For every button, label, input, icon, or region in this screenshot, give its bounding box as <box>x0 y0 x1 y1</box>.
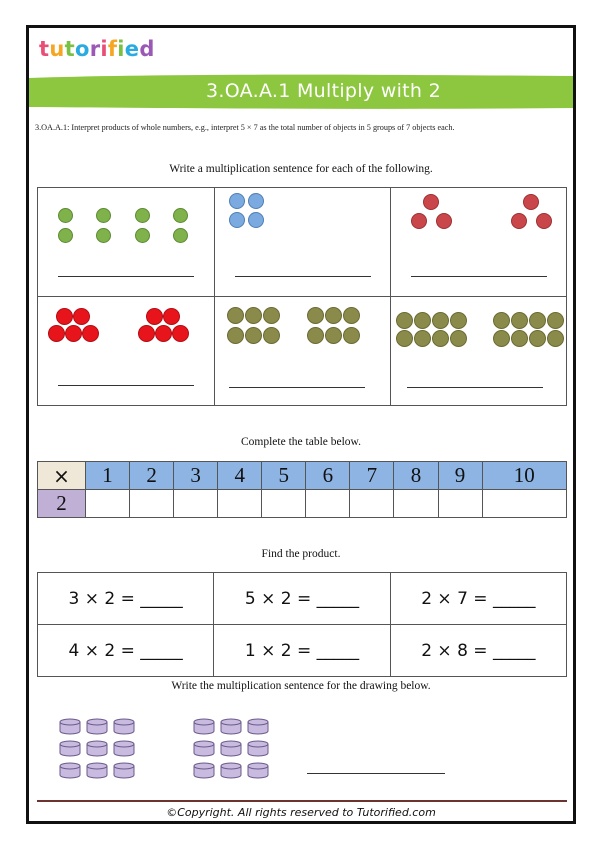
answer-cell[interactable] <box>306 490 350 518</box>
column-header: 2 <box>130 462 174 490</box>
drum-icon <box>113 740 135 757</box>
product-problem[interactable]: 2 × 8 = _____ <box>390 625 566 677</box>
counter-dot <box>138 325 155 342</box>
counter-dot <box>229 212 245 228</box>
counter-dot <box>82 325 99 342</box>
answer-line[interactable] <box>411 276 547 277</box>
standard-description: 3.OA.A.1: Interpret products of whole numbers, e.g., interpret 5 × 7 as the total number of objects in 5 groups of 7 objects each. <box>35 123 455 132</box>
counter-dot <box>396 312 413 329</box>
counter-dot <box>450 312 467 329</box>
answer-cell[interactable] <box>218 490 262 518</box>
drum-icon <box>220 762 242 779</box>
answer-cell[interactable] <box>482 490 566 518</box>
answer-line[interactable] <box>407 387 543 388</box>
logo-letter: i <box>100 37 108 61</box>
column-header: 8 <box>394 462 438 490</box>
drum-icon <box>113 762 135 779</box>
answer-line[interactable] <box>58 385 194 386</box>
counter-dot <box>547 330 564 347</box>
column-header: 10 <box>482 462 566 490</box>
counter-dot <box>493 330 510 347</box>
counter-dot <box>547 312 564 329</box>
counter-dot <box>48 325 65 342</box>
column-header: 5 <box>262 462 306 490</box>
drum-icon <box>220 718 242 735</box>
counter-dot <box>411 213 427 229</box>
counter-dot <box>307 307 324 324</box>
column-header: 4 <box>218 462 262 490</box>
counter-dot <box>511 312 528 329</box>
column-header: 6 <box>306 462 350 490</box>
drum-icon <box>247 762 269 779</box>
answer-cell[interactable] <box>130 490 174 518</box>
drum-icon <box>59 718 81 735</box>
drum-icon <box>193 740 215 757</box>
answer-line[interactable] <box>58 276 194 277</box>
drum-icon <box>86 762 108 779</box>
counter-dot <box>227 307 244 324</box>
section1-instruction: Write a multiplication sentence for each of the following. <box>169 163 433 175</box>
counter-dot <box>96 228 111 243</box>
counter-dot <box>58 228 73 243</box>
section3-instruction: Find the product. <box>261 548 341 560</box>
counter-dot <box>529 312 546 329</box>
counter-dot <box>343 327 360 344</box>
counter-dot <box>263 327 280 344</box>
logo-letter: t <box>64 37 75 61</box>
counter-dot <box>414 330 431 347</box>
column-header: 9 <box>438 462 482 490</box>
counter-dot <box>511 213 527 229</box>
logo-letter: o <box>74 37 90 61</box>
answer-cell[interactable] <box>438 490 482 518</box>
counter-dot <box>58 208 73 223</box>
product-problem[interactable]: 4 × 2 = _____ <box>38 625 214 677</box>
counter-dot <box>163 308 180 325</box>
drum-icon <box>86 740 108 757</box>
drum-icon <box>220 740 242 757</box>
counter-dot <box>135 228 150 243</box>
counter-dot <box>65 325 82 342</box>
counter-dot <box>229 193 245 209</box>
counter-dot <box>307 327 324 344</box>
counter-dot <box>325 327 342 344</box>
logo-letter: r <box>89 37 101 61</box>
counter-dot <box>96 208 111 223</box>
logo-letter: f <box>107 37 118 61</box>
counter-dot <box>432 330 449 347</box>
counter-dot <box>248 193 264 209</box>
drum-icon <box>59 762 81 779</box>
page-title: 3.OA.A.1 Multiply with 2 <box>206 80 441 102</box>
counter-dot <box>173 208 188 223</box>
logo-letter: t <box>39 37 50 61</box>
drawing-answer-line[interactable] <box>307 773 445 774</box>
counter-dot <box>135 208 150 223</box>
counter-dot <box>227 327 244 344</box>
logo-letter: d <box>139 37 155 61</box>
footer-divider <box>37 800 567 802</box>
logo-letter: u <box>49 37 65 61</box>
groups-grid <box>37 187 567 406</box>
groups-cell-4 <box>38 297 214 405</box>
counter-dot <box>436 213 452 229</box>
answer-line[interactable] <box>229 387 365 388</box>
logo-letter: i <box>117 37 125 61</box>
drum-icon <box>247 718 269 735</box>
counter-dot <box>414 312 431 329</box>
counter-dot <box>529 330 546 347</box>
row-label: 2 <box>38 490 86 518</box>
counter-dot <box>173 228 188 243</box>
answer-cell[interactable] <box>86 490 130 518</box>
groups-cell-1 <box>38 188 214 296</box>
product-problem[interactable]: 3 × 2 = _____ <box>38 573 214 625</box>
product-problem[interactable]: 5 × 2 = _____ <box>214 573 390 625</box>
drum-icon <box>86 718 108 735</box>
counter-dot <box>248 212 264 228</box>
groups-cell-5 <box>215 297 391 405</box>
answer-cell[interactable] <box>350 490 394 518</box>
column-header: 3 <box>174 462 218 490</box>
counter-dot <box>450 330 467 347</box>
counter-dot <box>155 325 172 342</box>
tutorified-logo <box>39 37 155 61</box>
answer-cell[interactable] <box>262 490 306 518</box>
groups-cell-2 <box>215 188 391 296</box>
counter-dot <box>343 307 360 324</box>
counter-dot <box>172 325 189 342</box>
counter-dot <box>245 307 262 324</box>
counter-dot <box>523 194 539 210</box>
counter-dot <box>536 213 552 229</box>
drum-icon <box>247 740 269 757</box>
section4-instruction: Write the multiplication sentence for the drawing below. <box>171 680 431 692</box>
copyright-text: ©Copyright. All rights reserved to Tutorified.com <box>166 806 436 819</box>
product-problem[interactable]: 2 × 7 = _____ <box>390 573 566 625</box>
answer-cell[interactable] <box>394 490 438 518</box>
logo-letter: e <box>124 37 140 61</box>
counter-dot <box>423 194 439 210</box>
drum-icon <box>193 718 215 735</box>
counter-dot <box>263 307 280 324</box>
counter-dot <box>493 312 510 329</box>
counter-dot <box>432 312 449 329</box>
counter-dot <box>396 330 413 347</box>
multiplication-table <box>37 461 567 518</box>
answer-cell[interactable] <box>174 490 218 518</box>
counter-dot <box>245 327 262 344</box>
product-problem[interactable]: 1 × 2 = _____ <box>214 625 390 677</box>
column-header: 1 <box>86 462 130 490</box>
groups-cell-6 <box>391 297 566 405</box>
times-symbol: × <box>38 462 86 490</box>
counter-dot <box>325 307 342 324</box>
worksheet <box>26 25 576 824</box>
counter-dot <box>146 308 163 325</box>
products-grid <box>37 572 567 677</box>
counter-dot <box>511 330 528 347</box>
groups-cell-3 <box>391 188 566 296</box>
answer-line[interactable] <box>235 276 371 277</box>
drum-icon <box>193 762 215 779</box>
drum-icon <box>59 740 81 757</box>
counter-dot <box>56 308 73 325</box>
column-header: 7 <box>350 462 394 490</box>
counter-dot <box>73 308 90 325</box>
section2-instruction: Complete the table below. <box>241 436 361 448</box>
drum-icon <box>113 718 135 735</box>
